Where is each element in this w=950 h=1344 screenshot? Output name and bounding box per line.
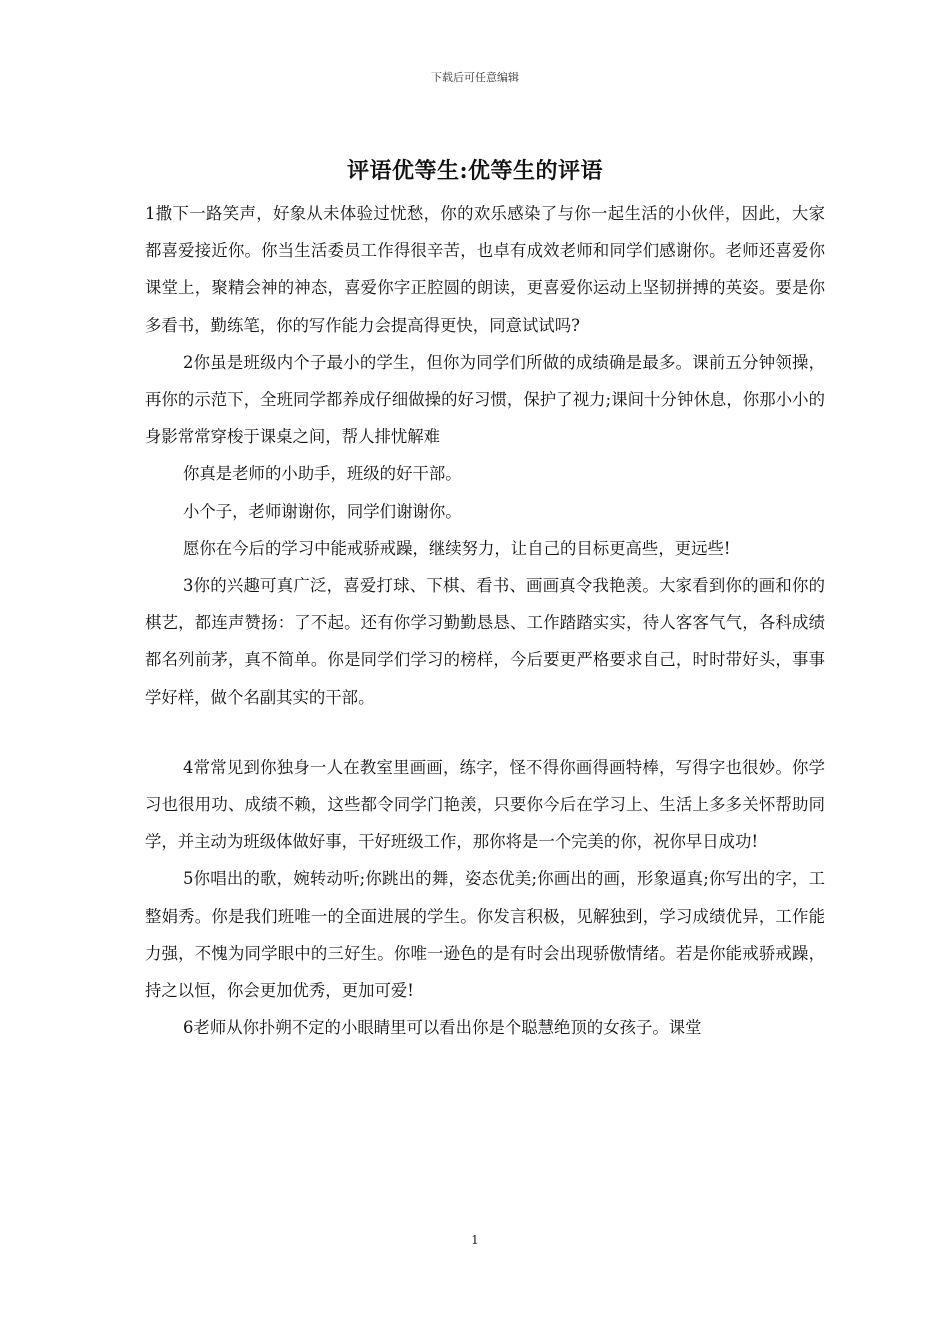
paragraph-1: 1撒下一路笑声，好象从未体验过忧愁，你的欢乐感染了与你一起生活的小伙伴，因此，大家都喜爱接近你。你当生活委员工作得很辛苦，也卓有成效老师和同学们感谢你。老师还喜爱你课堂上，聚精会神的神态，喜爱你字正腔圆的朗读，更喜爱你运动上坚韧拼搏的英姿。要是你多看书，勤练笔，你的写作能力会提高得更快，同意试试吗? <box>145 204 825 335</box>
paragraph-5: 5你唱出的歌，婉转动听;你跳出的舞，姿态优美;你画出的画，形象逼真;你写出的字，工整娟秀。你是我们班唯一的全面进展的学生。你发言积极，见解独到，学习成绩优异，工作能力强，不愧为同学眼中的三好生。你唯一逊色的是有时会出现骄傲情绪。若是你能戒骄戒躁，持之以恒，你会更加优秀，更加可爱! <box>145 869 825 1001</box>
paragraph-2b: 小个子，老师谢谢你，同学们谢谢你。 <box>183 501 462 521</box>
document-title: 评语优等生:优等生的评语 <box>346 158 604 184</box>
paragraph-2: 2你虽是班级内个子最小的学生，但你为同学们所做的成绩确是最多。课前五分钟领操，再你的示范下，全班同学都养成仔细做操的好习惯，保护了视力;课间十分钟休息，你那小小的身影常常穿梭于课桌之间，帮人排忧解难 <box>145 352 825 447</box>
paragraph-2a: 你真是老师的小助手，班级的好干部。 <box>183 464 462 484</box>
paragraph-2c: 愿你在今后的学习中能戒骄戒躁，继续努力，让自己的目标更高些，更远些! <box>183 538 731 558</box>
page-number: 1 <box>471 1233 479 1247</box>
document-body <box>145 195 825 1046</box>
paragraph-3: 3你的兴趣可真广泛，喜爱打球、下棋、看书、画画真令我艳羡。大家看到你的画和你的棋艺，都连声赞扬：了不起。还有你学习勤勤恳恳、工作踏踏实实，待人客客气气，各科成绩都名列前茅，真不简单。你是同学们学习的榜样，今后要更严格要求自己，时时带好头，事事学好样，做个名副其实的干部。 <box>145 576 825 707</box>
paragraph-4: 4常常见到你独身一人在教室里画画，练字，怪不得你画得画特棒，写得字也很妙。你学习也很用功、成绩不赖，这些都令同学门艳羡，只要你今后在学习上、生活上多多关怀帮助同学，并主动为班级体做好事，干好班级工作，那你将是一个完美的你，祝你早日成功! <box>145 757 825 852</box>
header-note: 下载后可任意编辑 <box>431 71 519 84</box>
paragraph-gap <box>145 716 825 749</box>
paragraph-6: 6老师从你扑朔不定的小眼睛里可以看出你是个聪慧绝顶的女孩子。课堂 <box>183 1018 702 1038</box>
